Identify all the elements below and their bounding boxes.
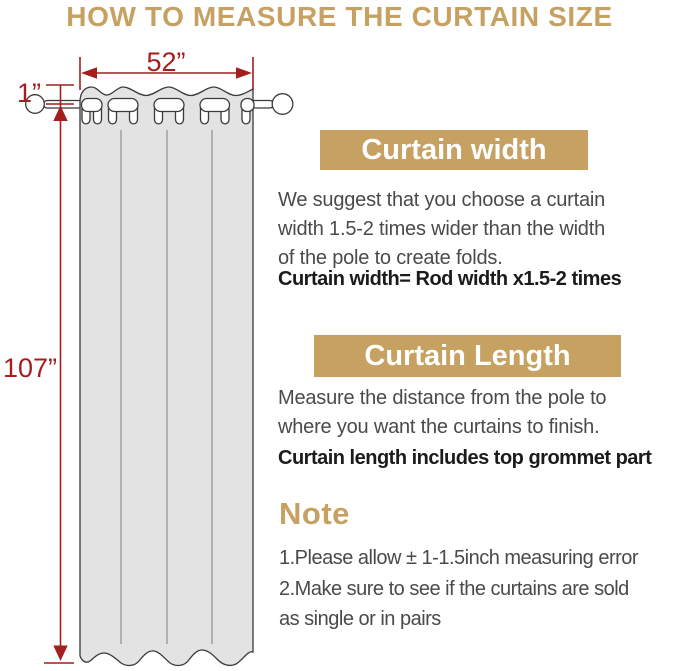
curtain-width-description-line: width 1.5-2 times wider than the width [278,218,606,240]
curtain-length-description [278,384,606,442]
width-dim-arrow-left [81,67,97,78]
note-heading: Note [279,496,350,531]
curtain-width-description-line: of the pole to create folds. [278,247,503,269]
note-list [279,543,638,635]
page-title: HOW TO MEASURE THE CURTAIN SIZE [66,1,613,32]
curtain-width-description [278,186,605,273]
curtain-diagram [0,0,315,671]
curtain-length-formula: Curtain length includes top grommet part [278,447,652,469]
note-line-3: as single or in pairs [279,608,441,630]
curtain-width-heading-label: Curtain width [361,133,547,166]
curtain-length-heading [314,335,621,377]
note-line-2: 2.Make sure to see if the curtains are sold [279,577,629,600]
rod-finial-right [272,94,293,115]
length-dim-arrow-down [53,646,67,662]
length-dim-label: 107” [2,353,58,383]
note-line-1: 1.Please allow ± 1-1.5inch measuring error [279,547,639,569]
grommet-dim-label: 1” [16,78,42,108]
curtain-width-heading [320,130,588,170]
curtain-width-description-line: We suggest that you choose a curtain [278,189,606,211]
curtain-length-description-line: where you want the curtains to finish. [278,416,600,438]
width-dim-label: 52” [146,47,186,77]
curtain-width-formula: Curtain width= Rod width x1.5-2 times [278,268,622,290]
length-dimension [3,85,74,663]
curtain-length-description-line: Measure the distance from the pole to [278,387,607,409]
width-dim-arrow-right [236,67,252,78]
curtain-length-heading-label: Curtain Length [364,339,571,372]
width-dimension [80,47,253,90]
